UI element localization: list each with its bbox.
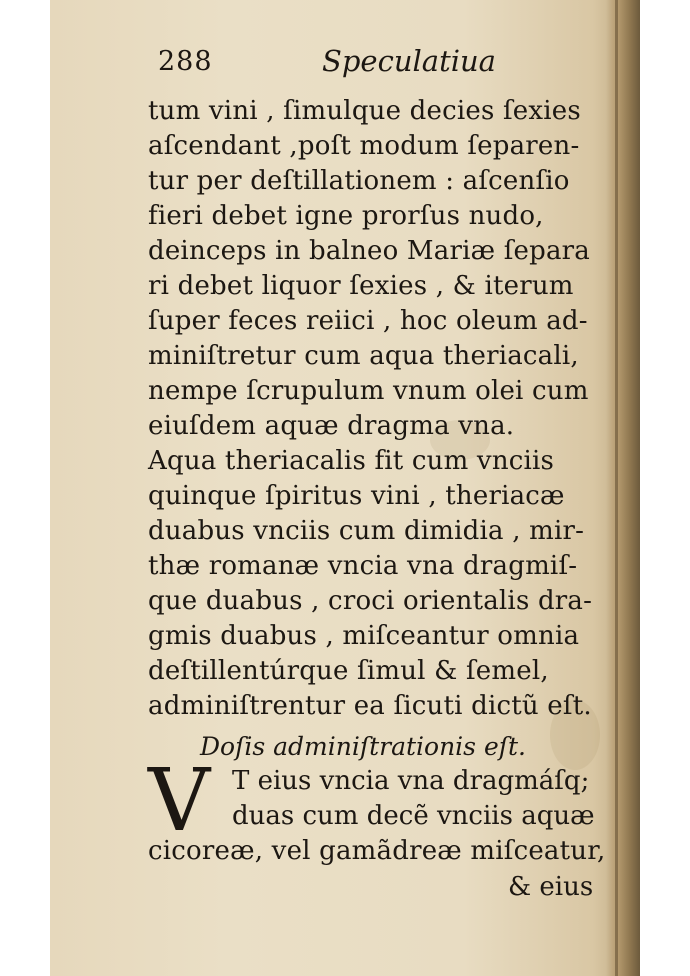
text-line: eiuſdem aquæ dragma vna. [148, 411, 515, 441]
text-line: tur per deſtillationem : aſcenſio [148, 166, 570, 196]
text-line: fieri debet igne prorſus nudo, [148, 201, 544, 231]
text-line: miniſtretur cum aqua theriacali, [148, 341, 579, 371]
text-line: thæ romanæ vncia vna dragmiſ- [148, 551, 578, 581]
text-line: duas cum decẽ vnciis aquæ [232, 801, 595, 831]
text-line: quinque ſpiritus vini , theriacæ [148, 481, 565, 511]
text-line: duabus vnciis cum dimidia , mir- [148, 516, 585, 546]
text-line: Aqua theriacalis fit cum vnciis [148, 446, 555, 476]
book-page [50, 0, 640, 976]
text-line: tum vini , ſimulque decies ſexies [148, 96, 581, 126]
section-heading: Doſis adminiſtrationis eſt. [200, 732, 526, 761]
book-spine [606, 0, 640, 976]
text-line: adminiſtrentur ea ſicuti dictũ eſt. [148, 691, 592, 721]
text-line: T eius vncia vna dragmáſq; [232, 766, 590, 796]
running-head: Speculatiua [322, 44, 496, 78]
text-line: gmis duabus , miſceantur omnia [148, 621, 580, 651]
text-line: deſtillentúrque ſimul & ſemel, [148, 656, 549, 686]
text-line: nempe ſcrupulum vnum olei cum [148, 376, 589, 406]
text-line: que duabus , croci orientalis dra- [148, 586, 593, 616]
page-number: 288 [158, 46, 213, 77]
text-line: ſuper feces reiici , hoc oleum ad- [148, 306, 588, 336]
initial-letter: V [148, 751, 211, 851]
spine-edge [615, 0, 618, 976]
text-line: cicoreæ, vel gamãdreæ miſceatur, [148, 836, 606, 866]
text-line: deinceps in balneo Mariæ ſepara [148, 236, 590, 266]
text-line: ri debet liquor ſexies , & iterum [148, 271, 574, 301]
text-line: aſcendant ,poſt modum ſeparen- [148, 131, 580, 161]
catchword: & eius [508, 872, 594, 902]
